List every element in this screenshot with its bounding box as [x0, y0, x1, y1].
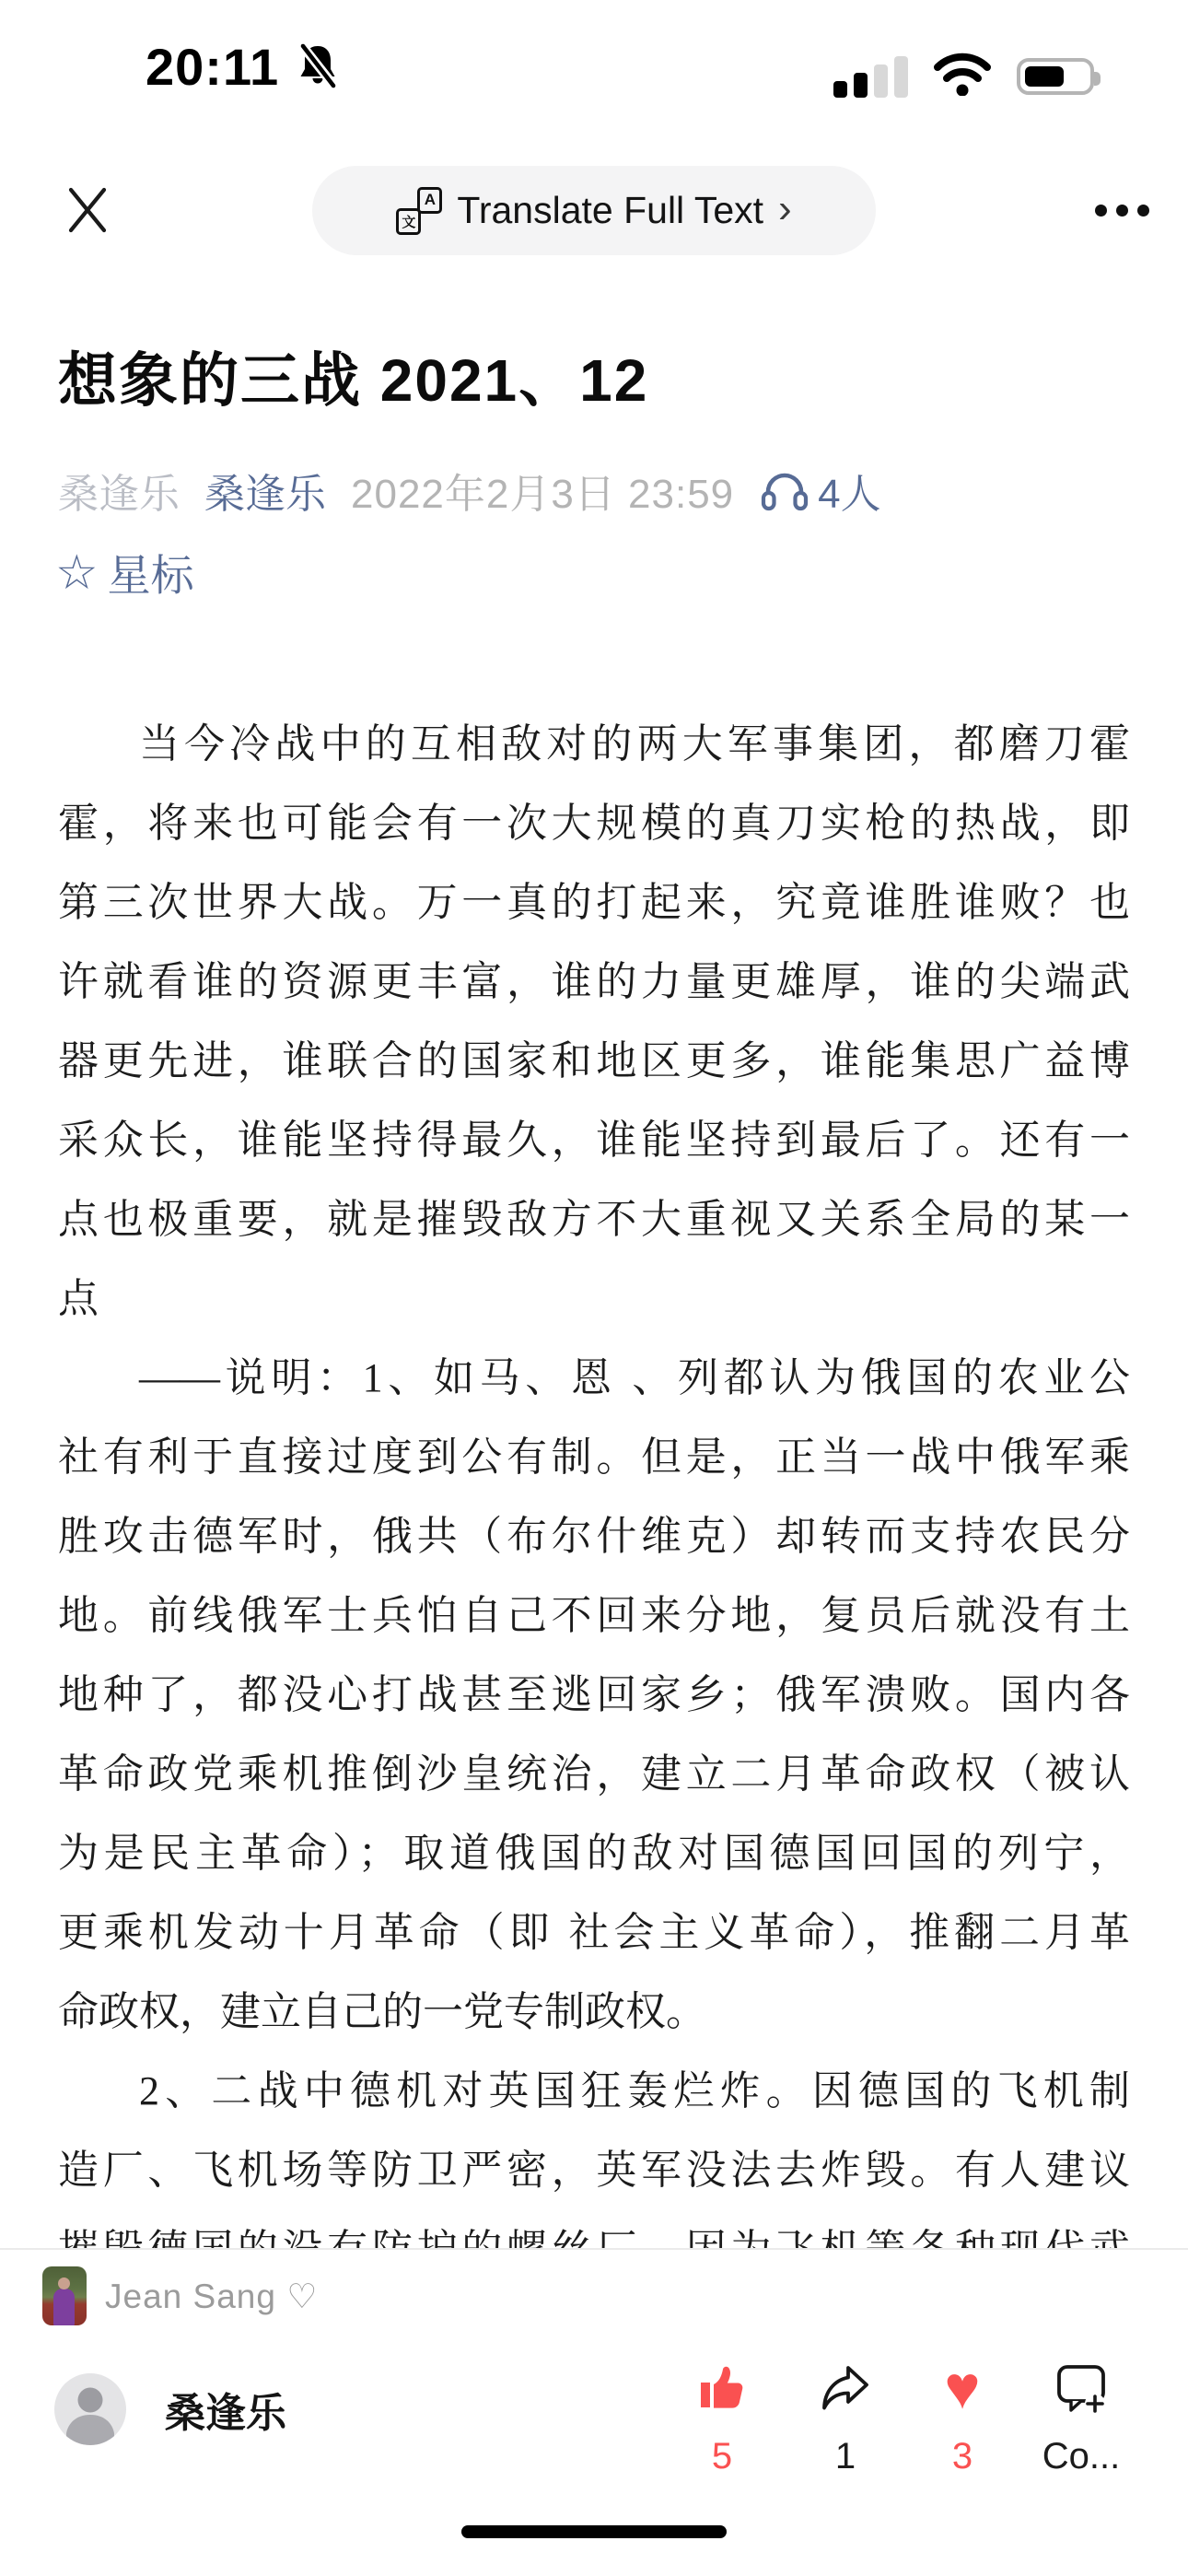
body-line: 胜攻击德军时，俄共（布尔什维克）却转而支持农民分 [58, 1514, 1130, 1559]
author-name: 桑逢乐 [165, 2391, 286, 2436]
heart-icon: ♥ [944, 2353, 981, 2421]
share-arrow-icon [817, 2353, 874, 2421]
author-avatar [54, 2373, 126, 2445]
article-title: 想象的三战 2021、12 [58, 347, 649, 414]
more-options-button[interactable] [1095, 192, 1149, 228]
author-row[interactable] [54, 2373, 286, 2445]
article-body [58, 705, 1130, 2289]
body-line: 革命政党乘机推倒沙皇统治，建立二月革命政权（被认 [58, 1751, 1130, 1797]
status-indicators [833, 52, 1094, 100]
translate-icon-latin: A [417, 187, 442, 214]
body-line: 霍，将来也可能会有一次大规模的真刀实枪的热战，即 [58, 801, 1130, 846]
headphones-icon [759, 466, 810, 514]
body-line: 器更先进，谁联合的国家和地区更多，谁能集思广益博 [58, 1038, 1130, 1083]
body-line: 社有利于直接过度到公有制。但是，正当一战中俄军乘 [58, 1434, 1130, 1480]
body-line: 第三次世界大战。万一真的打起来，究竟谁胜谁败？也 [58, 880, 1130, 925]
comment-label: Co... [1042, 2436, 1121, 2476]
body-line: 为是民主革命）；取道俄国的敌对国德国回国的列宁， [58, 1831, 1130, 1876]
body-line: 许就看谁的资源更丰富，谁的力量更雄厚，谁的尖端武 [58, 959, 1130, 1004]
body-line: 当今冷战中的互相敌对的两大军事集团，都磨刀霍 [139, 721, 1130, 767]
star-button[interactable] [55, 542, 194, 603]
like-button[interactable] [661, 2353, 783, 2476]
body-line: ——说明：1、如马、恩 、列都认为俄国的农业公 [139, 1355, 1130, 1400]
translate-full-text-button[interactable] [312, 166, 876, 255]
star-icon: ☆ [55, 545, 99, 600]
footer-bar [0, 2248, 1188, 2576]
comment-plus-icon [1053, 2353, 1110, 2421]
reader-avatar [42, 2266, 87, 2325]
author-name-gray: 桑逢乐 [58, 472, 180, 517]
clock: 20:11 [146, 38, 280, 96]
status-bar [0, 0, 1188, 120]
translate-icon [396, 187, 442, 235]
body-line: 地。前线俄军士兵怕自己不回来分地，复员后就没有土 [58, 1593, 1130, 1638]
reader-name: Jean Sang ♡ [105, 2277, 319, 2315]
close-icon [64, 183, 111, 237]
publish-date: 2022年2月3日 23:59 [351, 472, 735, 517]
notifications-muted-icon [293, 41, 343, 97]
body-line: 2、二战中德机对英国狂轰烂炸。因德国的飞机制 [139, 2068, 1130, 2113]
article-meta [58, 461, 881, 520]
cellular-signal-icon [833, 55, 908, 98]
body-line: 更乘机发动十月革命（即 社会主义革命），推翻二月革 [58, 1910, 1130, 1955]
author-profile-link[interactable]: 桑逢乐 [204, 472, 326, 517]
translate-button-label: Translate Full Text [457, 189, 764, 231]
nav-bar [0, 155, 1188, 265]
body-line: 点 [58, 1276, 99, 1321]
battery-icon [1017, 58, 1094, 95]
thumbs-up-icon [693, 2353, 751, 2421]
body-line: 造厂、飞机场等防卫严密，英军没法去炸毁。有人建议 [58, 2148, 1130, 2193]
body-line: 采众长，谁能坚持得最久，谁能坚持到最后了。还有一 [58, 1118, 1130, 1163]
close-button[interactable] [55, 175, 120, 245]
share-count: 1 [834, 2436, 856, 2476]
wifi-icon [932, 52, 993, 100]
home-indicator[interactable] [461, 2525, 727, 2538]
heart-count: 3 [951, 2436, 973, 2476]
share-button[interactable] [785, 2353, 906, 2476]
body-line: 地种了，都没心打战甚至逃回家乡；俄军溃败。国内各 [58, 1672, 1130, 1717]
like-count: 5 [711, 2436, 733, 2476]
listeners-button[interactable] [759, 461, 880, 520]
body-line: 命政权，建立自己的一党专制政权。 [58, 1989, 706, 2034]
chevron-right-icon: › [778, 185, 792, 231]
listeners-count: 4人 [818, 472, 881, 517]
star-label: 星标 [107, 551, 194, 600]
body-line: 点也极重要，就是摧毁敌方不大重视又关系全局的某一 [58, 1197, 1130, 1242]
heart-button[interactable] [902, 2353, 1023, 2476]
comment-button[interactable] [1020, 2353, 1142, 2476]
person-silhouette-icon [54, 2373, 126, 2445]
translate-icon-hanzi: 文 [396, 208, 421, 235]
reader-row[interactable] [42, 2266, 318, 2325]
